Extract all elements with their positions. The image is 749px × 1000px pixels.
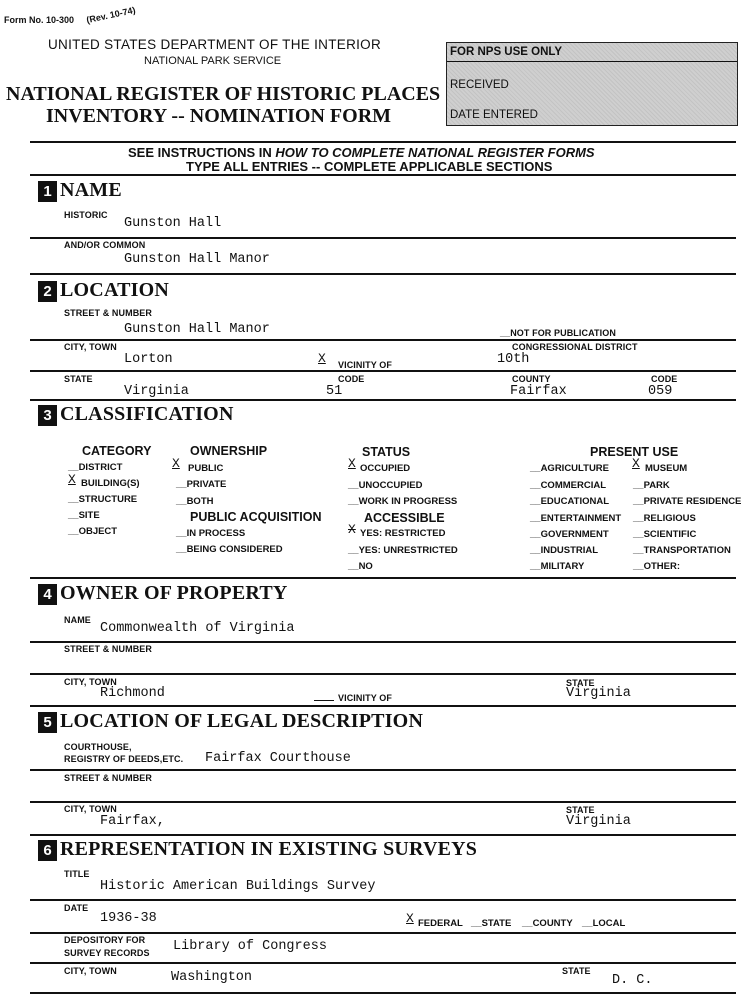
- section-4-header: [38, 582, 288, 605]
- category-option: __STRUCTURE: [68, 494, 138, 505]
- legal-state-label: STATE: [566, 805, 595, 815]
- city-town-label: CITY, TOWN: [64, 342, 117, 352]
- form-title-line1: NATIONAL REGISTER OF HISTORIC PLACES: [6, 83, 441, 105]
- accessible-restricted-mark: X: [348, 522, 356, 537]
- survey-date-label: DATE: [64, 903, 89, 913]
- courthouse-label-2: REGISTRY OF DEEDS,ETC.: [64, 754, 184, 764]
- section-3-title: CLASSIFICATION: [60, 403, 234, 425]
- status-option: __UNOCCUPIED: [348, 480, 423, 491]
- common-name: Gunston Hall Manor: [124, 252, 270, 267]
- owner-city-label: CITY, TOWN: [64, 677, 117, 687]
- legal-city-label: CITY, TOWN: [64, 804, 117, 814]
- ownership-option: __BOTH: [176, 496, 214, 507]
- congressional-district-label: CONGRESSIONAL DISTRICT: [512, 342, 638, 352]
- owner-street-label: STREET & NUMBER: [64, 644, 153, 654]
- depository-state: D. C.: [612, 973, 653, 988]
- revision-note: (Rev. 10-74): [85, 4, 137, 26]
- county: Fairfax: [510, 384, 567, 399]
- ownership-option: PUBLIC: [188, 463, 224, 474]
- state-label: STATE: [64, 374, 93, 384]
- ownership-option: __PRIVATE: [176, 479, 227, 490]
- acquisition-option: __IN PROCESS: [176, 528, 246, 539]
- section-5-title: LOCATION OF LEGAL DESCRIPTION: [60, 710, 424, 732]
- section-1-title: NAME: [60, 179, 122, 201]
- section-1-header: [38, 179, 122, 202]
- section-2-header: [38, 279, 169, 302]
- depository-label-1: DEPOSITORY FOR: [64, 935, 146, 945]
- present-use-option: __COMMERCIAL: [530, 480, 607, 491]
- state: Virginia: [124, 384, 189, 399]
- nps-use-only-box: [446, 42, 738, 126]
- owner-name: Commonwealth of Virginia: [100, 621, 295, 636]
- survey-level-state: __STATE: [471, 918, 512, 929]
- state-code: 51: [326, 384, 343, 399]
- county-label: COUNTY: [512, 374, 551, 384]
- present-use-option: __RELIGIOUS: [633, 513, 696, 524]
- survey-title: Historic American Buildings Survey: [100, 879, 376, 894]
- survey-level-local: __LOCAL: [582, 918, 626, 929]
- section-6-number: 6: [38, 840, 57, 861]
- depository: Library of Congress: [173, 939, 327, 954]
- survey-title-label: TITLE: [64, 869, 90, 879]
- historic-label: HISTORIC: [64, 210, 108, 220]
- present-use-option: __MILITARY: [530, 561, 585, 572]
- public-acquisition-heading: PUBLIC ACQUISITION: [190, 510, 322, 524]
- owner-city: Richmond: [100, 686, 165, 701]
- ownership-public-mark: X: [172, 456, 180, 471]
- section-3-header: [38, 403, 234, 426]
- legal-street-label: STREET & NUMBER: [64, 773, 153, 783]
- city-town: Lorton: [124, 352, 173, 367]
- depository-city: Washington: [171, 970, 253, 985]
- status-option: OCCUPIED: [360, 463, 411, 474]
- depository-city-label: CITY, TOWN: [64, 966, 117, 976]
- present-use-option: __PARK: [633, 480, 670, 491]
- accessible-option: __NO: [348, 561, 373, 572]
- present-use-option: __TRANSPORTATION: [633, 545, 731, 556]
- section-2-title: LOCATION: [60, 279, 170, 301]
- accessible-option: __YES: UNRESTRICTED: [348, 545, 458, 556]
- owner-name-label: NAME: [64, 615, 91, 625]
- vicinity-mark: X: [318, 351, 326, 366]
- status-option: __WORK IN PROGRESS: [348, 496, 458, 507]
- present-use-option: __PRIVATE RESIDENCE: [633, 496, 742, 507]
- category-heading: CATEGORY: [82, 444, 152, 458]
- present-use-option: __ENTERTAINMENT: [530, 513, 622, 524]
- accessible-option: YES: RESTRICTED: [360, 528, 446, 539]
- present-use-option: __SCIENTIFIC: [633, 529, 697, 540]
- depository-label-2: SURVEY RECORDS: [64, 948, 150, 958]
- owner-state-label: STATE: [566, 678, 595, 688]
- form-number: Form No. 10-300: [4, 15, 75, 25]
- state-code-label: CODE: [338, 374, 365, 384]
- section-4-title: OWNER OF PROPERTY: [60, 582, 288, 604]
- present-use-option: __AGRICULTURE: [530, 463, 609, 474]
- category-option: __OBJECT: [68, 526, 118, 537]
- instructions-line1: SEE INSTRUCTIONS IN HOW TO COMPLETE NATIONAL REGISTER FORMS: [128, 145, 595, 160]
- service-name: NATIONAL PARK SERVICE: [144, 55, 282, 67]
- survey-level-county: __COUNTY: [522, 918, 573, 929]
- street-number-label: STREET & NUMBER: [64, 308, 153, 318]
- department-name: UNITED STATES DEPARTMENT OF THE INTERIOR: [48, 37, 382, 52]
- section-6-title: REPRESENTATION IN EXISTING SURVEYS: [60, 838, 478, 860]
- section-5-number: 5: [38, 712, 57, 733]
- present-use-option: __OTHER:: [633, 561, 680, 572]
- not-for-publication-option: __NOT FOR PUBLICATION: [500, 328, 616, 338]
- present-use-option: __EDUCATIONAL: [530, 496, 609, 507]
- date-entered-label: DATE ENTERED: [450, 109, 538, 121]
- section-1-number: 1: [38, 181, 57, 202]
- congressional-district: 10th: [497, 352, 530, 367]
- ownership-heading: OWNERSHIP: [190, 444, 268, 458]
- street-address: Gunston Hall Manor: [124, 322, 270, 337]
- category-option: BUILDING(S): [81, 478, 140, 489]
- survey-level-federal: FEDERAL: [418, 918, 463, 929]
- depository-state-label: STATE: [562, 966, 591, 976]
- present-use-option: MUSEUM: [645, 463, 688, 474]
- status-heading: STATUS: [362, 445, 411, 459]
- acquisition-option: __BEING CONSIDERED: [176, 544, 283, 555]
- accessible-heading: ACCESSIBLE: [364, 511, 445, 525]
- vicinity-of-label: VICINITY OF: [338, 360, 392, 370]
- instructions-line2: TYPE ALL ENTRIES -- COMPLETE APPLICABLE SECTIONS: [186, 159, 553, 174]
- owner-vicinity-label: VICINITY OF: [338, 693, 392, 703]
- owner-state: Virginia: [566, 686, 631, 701]
- courthouse: Fairfax Courthouse: [205, 751, 351, 766]
- present-use-option: __INDUSTRIAL: [530, 545, 599, 556]
- category-option: __SITE: [68, 510, 100, 521]
- form-title-line2: INVENTORY -- NOMINATION FORM: [46, 105, 392, 127]
- received-label: RECEIVED: [450, 79, 509, 91]
- courthouse-label-1: COURTHOUSE,: [64, 742, 132, 752]
- section-4-number: 4: [38, 584, 57, 605]
- survey-date: 1936-38: [100, 911, 157, 926]
- category-building-mark: X: [68, 472, 76, 487]
- present-use-option: __GOVERNMENT: [530, 529, 609, 540]
- status-occupied-mark: X: [348, 456, 356, 471]
- legal-city: Fairfax,: [100, 814, 165, 829]
- nps-box-label: FOR NPS USE ONLY: [450, 46, 563, 58]
- federal-mark: X: [406, 911, 414, 926]
- historic-name: Gunston Hall: [124, 216, 222, 231]
- legal-state: Virginia: [566, 814, 631, 829]
- section-3-number: 3: [38, 405, 57, 426]
- county-code-label: CODE: [651, 374, 678, 384]
- section-5-header: [38, 710, 423, 733]
- present-use-heading: PRESENT USE: [590, 445, 679, 459]
- section-6-header: [38, 838, 477, 861]
- category-option: __DISTRICT: [68, 462, 123, 473]
- common-name-label: AND/OR COMMON: [64, 240, 146, 250]
- present-use-museum-mark: X: [632, 456, 640, 471]
- section-2-number: 2: [38, 281, 57, 302]
- county-code: 059: [648, 384, 673, 399]
